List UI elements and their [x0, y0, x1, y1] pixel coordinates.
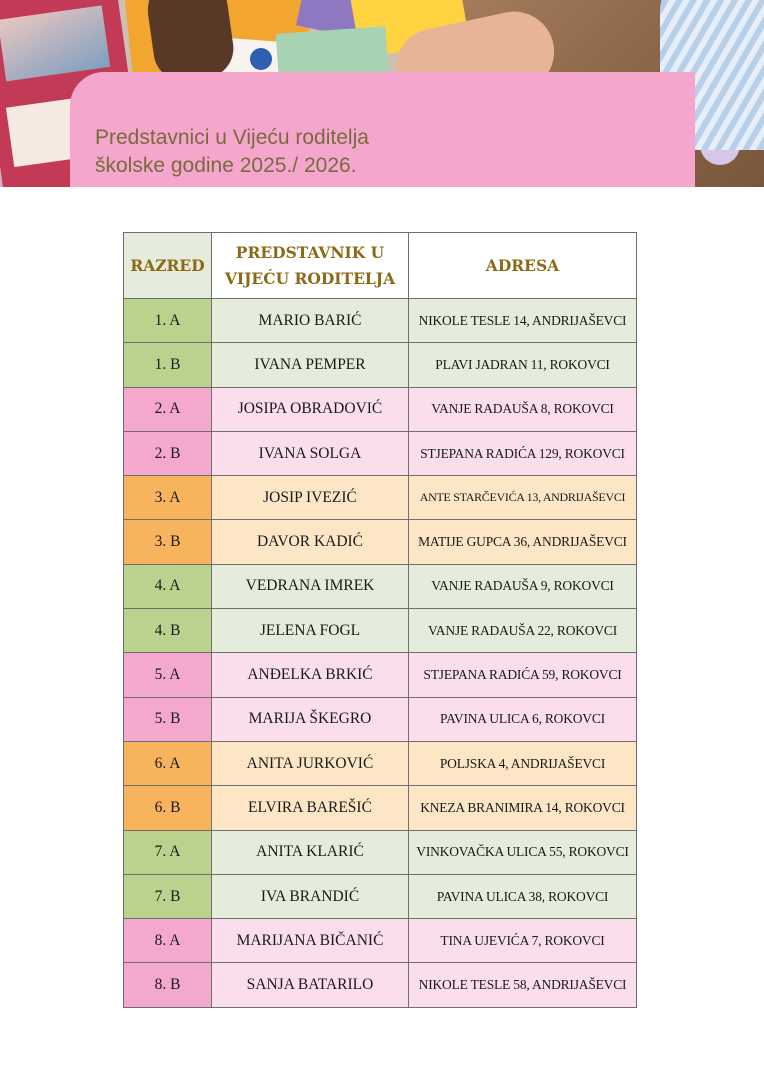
cell-predstavnik: VEDRANA IMREK	[212, 564, 409, 608]
cell-predstavnik: JOSIPA OBRADOVIĆ	[212, 387, 409, 431]
title-line-2: školske godine 2025./ 2026.	[95, 154, 357, 177]
table-row	[124, 786, 637, 830]
cell-razred: 5. A	[124, 653, 212, 697]
cell-razred: 5. B	[124, 697, 212, 741]
cell-adresa: VINKOVAČKA ULICA 55, ROKOVCI	[409, 830, 637, 874]
cell-razred: 7. B	[124, 874, 212, 918]
cell-razred: 4. A	[124, 564, 212, 608]
cell-adresa: STJEPANA RADIĆA 129, ROKOVCI	[409, 431, 637, 475]
table-row	[124, 343, 637, 387]
cell-razred: 1. B	[124, 343, 212, 387]
cell-adresa: PAVINA ULICA 38, ROKOVCI	[409, 874, 637, 918]
cell-predstavnik: ANITA KLARIĆ	[212, 830, 409, 874]
cell-predstavnik: ANĐELKA BRKIĆ	[212, 653, 409, 697]
cell-razred: 6. A	[124, 741, 212, 785]
cell-razred: 4. B	[124, 609, 212, 653]
table-row	[124, 299, 637, 343]
cell-adresa: STJEPANA RADIĆA 59, ROKOVCI	[409, 653, 637, 697]
cell-adresa: VANJE RADAUŠA 8, ROKOVCI	[409, 387, 637, 431]
cell-adresa: VANJE RADAUŠA 22, ROKOVCI	[409, 609, 637, 653]
cell-razred: 1. A	[124, 299, 212, 343]
cell-predstavnik: MARIJA ŠKEGRO	[212, 697, 409, 741]
table-row	[124, 387, 637, 431]
cell-razred: 3. B	[124, 520, 212, 564]
cell-adresa: ANTE STARČEVIĆA 13, ANDRIJAŠEVCI	[409, 476, 637, 520]
cell-adresa: VANJE RADAUŠA 9, ROKOVCI	[409, 564, 637, 608]
cell-razred: 2. A	[124, 387, 212, 431]
cell-predstavnik: JOSIP IVEZIĆ	[212, 476, 409, 520]
cell-adresa: NIKOLE TESLE 58, ANDRIJAŠEVCI	[409, 963, 637, 1007]
cell-adresa: PLAVI JADRAN 11, ROKOVCI	[409, 343, 637, 387]
table-row	[124, 741, 637, 785]
table-row	[124, 520, 637, 564]
header-predstavnik: PREDSTAVNIK U VIJEĆU RODITELJA	[212, 233, 409, 299]
table-row	[124, 476, 637, 520]
cell-predstavnik: SANJA BATARILO	[212, 963, 409, 1007]
cell-predstavnik: ELVIRA BAREŠIĆ	[212, 786, 409, 830]
table-row	[124, 697, 637, 741]
representatives-table	[123, 232, 637, 1008]
table-row	[124, 653, 637, 697]
cell-adresa: TINA UJEVIĆA 7, ROKOVCI	[409, 919, 637, 963]
cell-adresa: PAVINA ULICA 6, ROKOVCI	[409, 697, 637, 741]
table-row	[124, 963, 637, 1007]
table-row	[124, 874, 637, 918]
table-row	[124, 564, 637, 608]
table-row	[124, 919, 637, 963]
header-adresa: ADRESA	[409, 233, 637, 299]
header-razred: RAZRED	[124, 233, 212, 299]
cell-razred: 3. A	[124, 476, 212, 520]
table-header-row	[124, 233, 637, 299]
cell-predstavnik: IVANA SOLGA	[212, 431, 409, 475]
cell-adresa: KNEZA BRANIMIRA 14, ROKOVCI	[409, 786, 637, 830]
table-row	[124, 431, 637, 475]
magazine-photo	[0, 5, 110, 81]
cell-predstavnik: IVA BRANDIĆ	[212, 874, 409, 918]
table-row	[124, 609, 637, 653]
cell-adresa: POLJSKA 4, ANDRIJAŠEVCI	[409, 741, 637, 785]
cell-razred: 8. B	[124, 963, 212, 1007]
cell-razred: 7. A	[124, 830, 212, 874]
title-line-1: Predstavnici u Vijeću roditelja	[95, 126, 369, 149]
cell-predstavnik: DAVOR KADIĆ	[212, 520, 409, 564]
page-title	[95, 124, 369, 180]
cell-razred: 8. A	[124, 919, 212, 963]
cell-razred: 2. B	[124, 431, 212, 475]
blue-circle-sticker	[250, 48, 272, 70]
cell-adresa: MATIJE GUPCA 36, ANDRIJAŠEVCI	[409, 520, 637, 564]
table-row	[124, 830, 637, 874]
cell-adresa: NIKOLE TESLE 14, ANDRIJAŠEVCI	[409, 299, 637, 343]
cell-predstavnik: JELENA FOGL	[212, 609, 409, 653]
cell-predstavnik: ANITA JURKOVIĆ	[212, 741, 409, 785]
cell-razred: 6. B	[124, 786, 212, 830]
header-banner	[0, 0, 764, 187]
cell-predstavnik: MARIO BARIĆ	[212, 299, 409, 343]
cell-predstavnik: MARIJANA BIČANIĆ	[212, 919, 409, 963]
cell-predstavnik: IVANA PEMPER	[212, 343, 409, 387]
